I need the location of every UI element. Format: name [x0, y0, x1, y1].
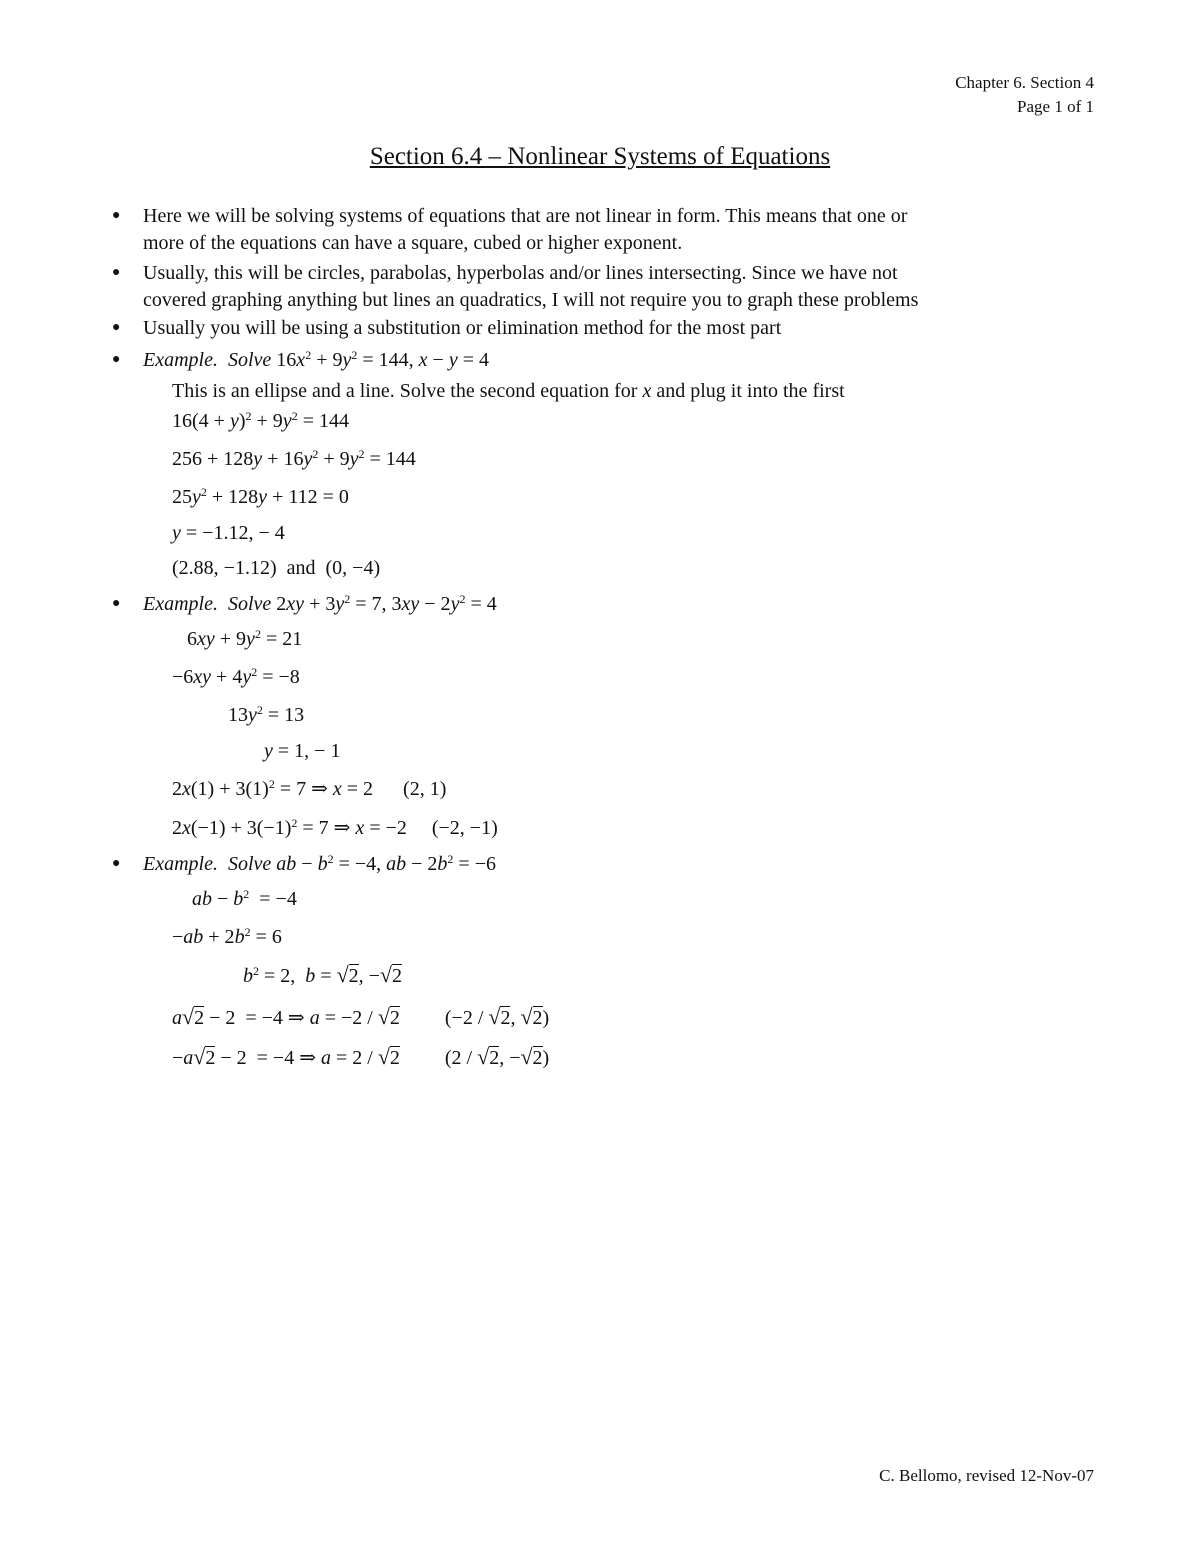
ex3-step-1: ab − $b^2 = -4$ — [192, 887, 297, 910]
bullet-icon: ● — [112, 265, 121, 280]
bullet-1-line-1: Here we will be solving systems of equations that are not linear in form. This means that one or — [143, 205, 908, 227]
header-chapter: Chapter 6. Section 4 — [955, 73, 1094, 92]
example-label: Example. — [143, 593, 218, 615]
solve-label: Solve — [227, 349, 272, 371]
ex2-step-3: $13y^2 = 13$ — [228, 703, 305, 726]
bullet-icon: ● — [112, 352, 121, 367]
ex2-step-5: $2x(1) + 3(1)^2 = 7$ ⇒ x = 2 (2, 1) — [172, 777, 447, 800]
bullet-icon: ● — [112, 596, 121, 611]
example-label: Example. — [143, 349, 218, 371]
bullet-icon: ● — [112, 856, 121, 871]
ex3-step-4: a√2 − 2 = −4 ⇒ a = −2 / √2 (−2 / √2, √2) — [172, 1004, 550, 1029]
ex1-solution: (2.88, −1.12) and (0, −4) — [172, 557, 381, 579]
ex1-step-2: $256 + 128y + 16y^2 + 9y^2 = 144$ — [172, 447, 416, 470]
example-3-heading: Example. Solve ab − $b^2 = -4$, ab − $2b^2 = -6$ — [143, 852, 496, 875]
ex3-step-3: $b^2 = 2$, b = √2, −√2 — [243, 962, 402, 987]
ex1-step-1: $16(4 + y)^2 + 9y^2 = 144$ — [172, 409, 349, 432]
bullet-icon: ● — [112, 320, 121, 335]
bullet-1-line-2: more of the equations can have a square, cubed or higher exponent. — [143, 232, 683, 254]
example-label: Example. — [143, 853, 218, 875]
example-2-heading: Example. Solve $2xy + 3y^2 = 7$, $3xy - 2y^2 = 4$ — [143, 592, 497, 615]
bullet-3: Usually you will be using a substitution or elimination method for the most part — [143, 317, 782, 339]
ex2-step-2: $-6xy + 4y^2 = -8$ — [172, 665, 300, 688]
ex2-step-4: y = 1, − 1 — [264, 740, 341, 762]
solve-label: Solve — [227, 593, 272, 615]
footer-author: C. Bellomo, revised 12-Nov-07 — [879, 1466, 1094, 1485]
ex1-step-4: y = −1.12, − 4 — [172, 522, 285, 544]
bullet-icon: ● — [112, 208, 121, 223]
example-1-heading: Example. Solve $16x^2 + 9y^2 = 144$, x − y = 4 — [143, 348, 489, 371]
header-page: Page 1 of 1 — [1017, 97, 1094, 116]
ex2-step-6: $2x(-1) + 3(-1)^2 = 7$ ⇒ x = −2 (−2, −1) — [172, 816, 498, 839]
ex2-step-1: $6xy + 9y^2 = 21$ — [187, 627, 303, 650]
example-1-description: This is an ellipse and a line. Solve the second equation for x and plug it into the first — [172, 380, 845, 402]
bullet-2-line-1: Usually, this will be circles, parabolas, hyperbolas and/or lines intersecting. Since we have not — [143, 262, 898, 284]
page-title: Section 6.4 – Nonlinear Systems of Equations — [369, 143, 831, 170]
ex1-step-3: $25y^2 + 128y + 112 = 0$ — [172, 485, 349, 508]
solve-label: Solve — [227, 853, 272, 875]
ex3-step-5: −a√2 − 2 = −4 ⇒ a = 2 / √2 (2 / √2, −√2) — [172, 1044, 550, 1069]
bullet-2-line-2: covered graphing anything but lines an quadratics, I will not require you to graph these problems — [143, 289, 919, 311]
ex3-step-2: $-ab + 2b^2 = 6$ — [172, 925, 282, 948]
